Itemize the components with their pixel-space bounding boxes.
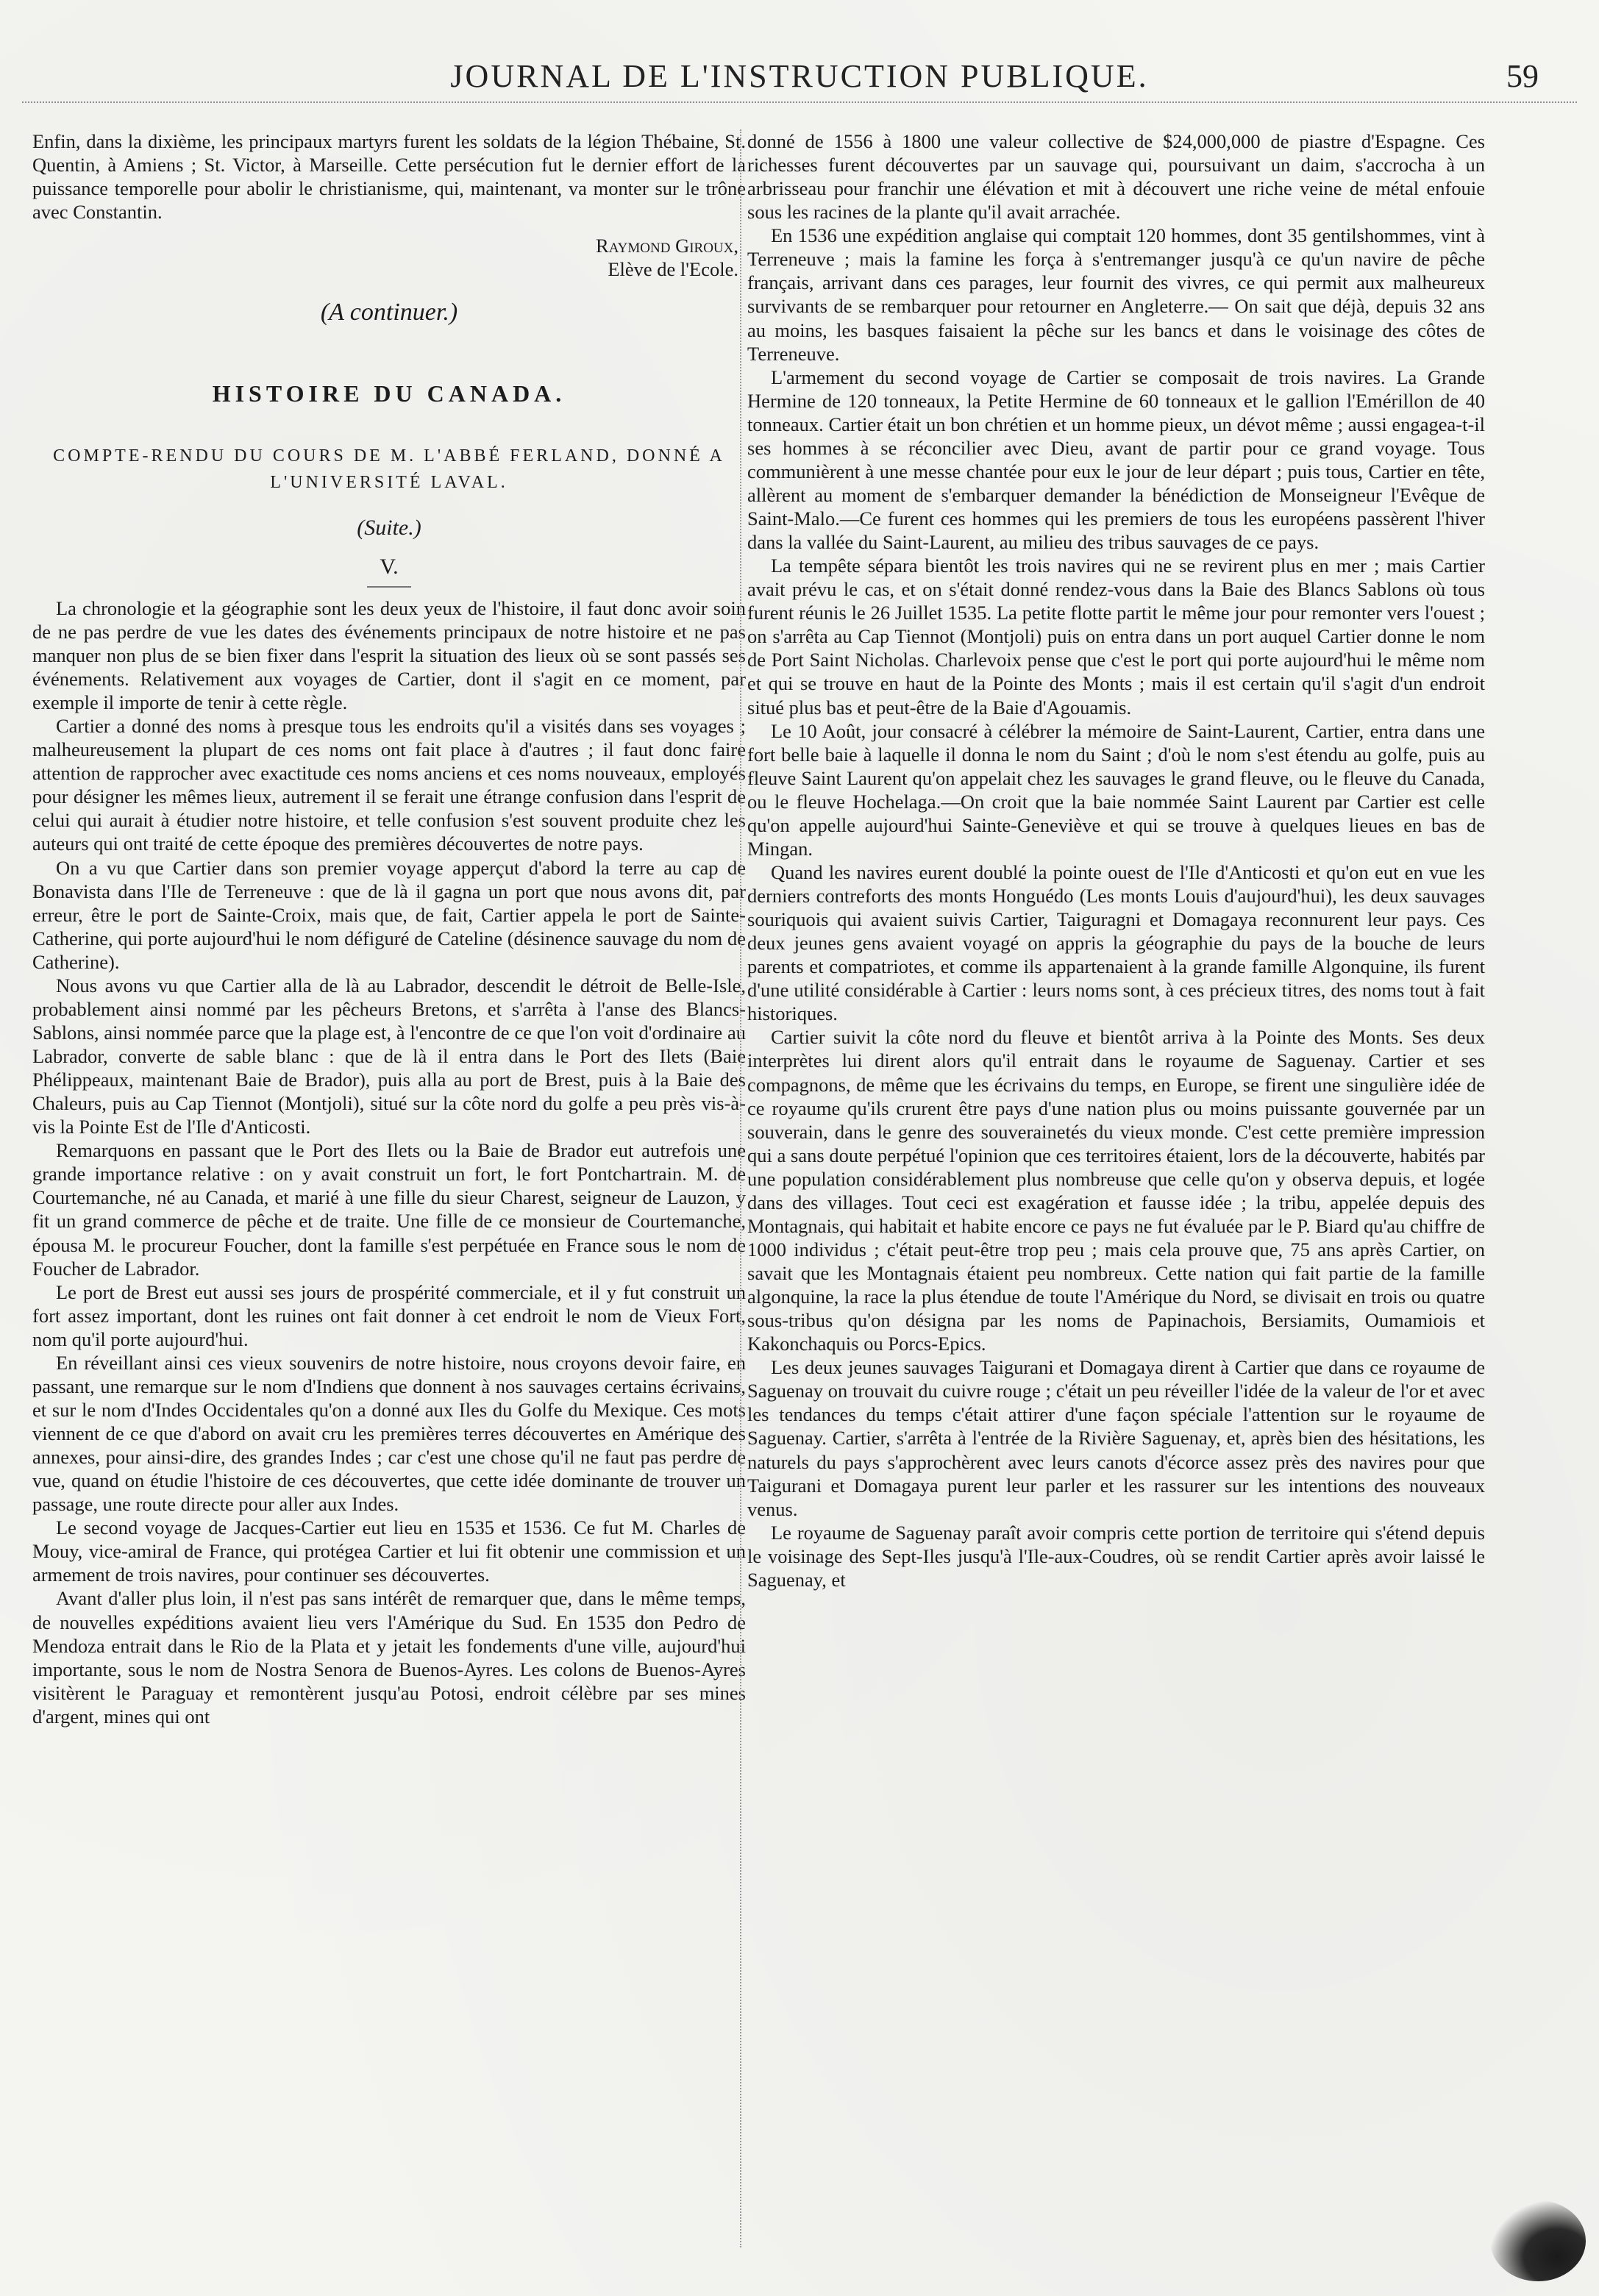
header-rule — [22, 101, 1577, 103]
column-divider — [740, 129, 741, 2247]
paragraph: On a vu que Cartier dans son premier voyage apperçut d'abord la terre au cap de Bonavista dans l'Ile de Terreneuve : que de là il gagna un port que nous avons dit, par erreur, être le port de Sainte-Croix, mais que, de fait, Cartier appela le port de Sainte-Catherine, qui porte aujourd'hui le nom défiguré de Cateline (désinence sauvage du nom de Catherine). — [32, 856, 746, 973]
paragraph: Avant d'aller plus loin, il n'est pas sans intérêt de remarquer que, dans le même temps, de nouvelles expéditions avaient lieu vers l'Amérique du Sud. En 1535 don Pedro de Mendoza entrait dans le Rio de la Plata et y jetait les fondements d'une ville, aujourd'hui importante, sous le nom de Nostra Senora de Buenos-Ayres. Les colons de Buenos-Ayres visitèrent le Paraguay et remontèrent jusqu'au Potosi, endroit célèbre par ses mines d'argent, mines qui ont — [32, 1587, 746, 1728]
author-role: Elève de l'Ecole. — [608, 258, 738, 281]
page-number: 59 — [1506, 58, 1539, 94]
paragraph: Cartier a donné des noms à presque tous les endroits qu'il a visités dans ses voyages ; malheureusement la plupart de ces noms ont fait place à d'autres ; il faut donc faire attention de rapprocher avec exactitude ces noms anciens et ces noms nouveaux, employés pour désigner les mêmes lieux, autrement il se ferait une étrange confusion dans l'esprit de celui qui aurait à étudier notre histoire, et telle confusion s'est souvent produite chez les auteurs qui ont traité de cette époque des premières découvertes de notre pays. — [32, 715, 746, 855]
left-column — [32, 129, 746, 2247]
page-corner-stain — [1490, 2200, 1586, 2281]
paragraph: Cartier suivit la côte nord du fleuve et bientôt arriva à la Pointe des Monts. Ses deux interprètes lui dirent alors qu'il entrait dans le royaume de Saguenay. Cartier et ses compagnons, de même que les écrivains du temps, en Europe, se firent une singulière idée de ce royaume qu'ils crurent être pays d'une nation plus ou moins puissante gouvernée par un souverain, dans le genre des souverainetés du vieux monde. C'est cette première impression qui a sans doute perpétué l'opinion que ces territoires étaient, lors de la découverte, habités par une population considérablement plus nombreuse que celle qu'on y observa depuis, et logée dans des villages. Tout ceci est exagération et fausse idée ; la tribu, appelée depuis des Montagnais, qui habitait et habite encore ce pays ne fut évaluée par le P. Biard qu'au chiffre de 1000 individus ; c'était peut-être trop peu ; mais cela prouve que, 75 ans après Cartier, on savait que les Montagnais étaient peu nombreux. Cette nation qui fait partie de la famille algonquine, la race la plus étendue de toute l'Amérique du Nord, se divisait en trois ou quatre sous-tribus qu'on désigna par les noms de Papinachois, Bersiamits, Oumamiois et Kakonchaquis ou Porcs-Epics. — [747, 1026, 1485, 1355]
suite-label: (Suite.) — [357, 516, 421, 541]
section-subtitle: COMPTE-RENDU DU COURS DE M. L'ABBÉ FERLAND, DONNÉ A L'UNIVERSITÉ LAVAL. — [53, 446, 725, 493]
section-title: HISTOIRE DU CANADA. — [212, 379, 566, 407]
paragraph: L'armement du second voyage de Cartier se composait de trois navires. La Grande Hermine de 120 tonneaux, la Petite Hermine de 60 tonneaux et le gallion l'Emérillon de 40 tonneaux. Cartier était un bon chrétien et un homme pieux, un dévot même ; aussi engagea-t-il ses hommes à se réconcilier avec Dieu, avant de partir pour ce grand voyage. Tous communièrent à une messe chantée pour eux le jour de leur départ ; puis tous, Cartier en tête, allèrent au moment de s'embarquer demander la bénédiction de Monseigneur l'Evêque de Saint-Malo.—Ce furent ces hommes qui les premiers de tous les européens passèrent l'hiver dans la vallée du Saint-Laurent, au milieu des tribus sauvages de ce pays. — [747, 366, 1485, 554]
paragraph: Nous avons vu que Cartier alla de là au Labrador, descendit le détroit de Belle-Isle, probablement ainsi nommé par les pêcheurs Bretons, et s'arrêta à l'anse des Blancs-Sablons, ainsi nommée parce que la plage est, à l'encontre de ce que l'on voit d'ordinaire au Labrador, converte de sable blanc : que de là il entra dans le Port des Ilets (Baie Phélippeaux, maintenant Baie de Brador), puis alla au port de Brest, puis à la Baie des Chaleurs, puis au Cap Tiennot (Montjoli), situé sur la côte nord du golfe a peu près vis-à-vis la Pointe Est de l'Ile d'Anticosti. — [32, 974, 746, 1138]
chapter-number: V. — [380, 554, 399, 579]
paragraph: La chronologie et la géographie sont les deux yeux de l'histoire, il faut donc avoir soin de ne pas perdre de vue les dates des événements principaux de notre histoire et ne pas manquer non plus de se bien fixer dans l'esprit la situation des lieux où se sont passés ses événements. Relativement aux voyages de Cartier, dont il s'agit en ce moment, par exemple il importe de tenir à cette règle. — [32, 596, 746, 714]
paragraph: En 1536 une expédition anglaise qui comptait 120 hommes, dont 35 gentilshommes, vint à Terreneuve ; mais la famine les força à s'entremanger jusqu'à ce qu'un navire de pêche français, arrivant dans ces parages, leur fournit des vivres, ce qui permit aux malheureux survivants de se rembarquer pour retourner en Angleterre.— On sait que déjà, depuis 32 ans au moins, les basques faisaient la pêche sur les bancs et dans le voisinage des côtes de Terreneuve. — [747, 224, 1485, 365]
chapter-rule — [367, 586, 411, 588]
page-header — [51, 57, 1548, 101]
paragraph: La tempête sépara bientôt les trois navires qui ne se revirent plus en mer ; mais Cartier avait prévu le cas, et on s'était donné rendez-vous dans la Baie des Blancs Sablons où tous furent réunis le 26 Juillet 1535. La petite flotte partit le même jour pour remonter vers l'ouest ; on s'arrêta au Cap Tiennot (Montjoli) puis on entra dans un port auquel Cartier donne le nom de Port Saint Nicholas. Charlevoix pense que c'est le port qui porte aujourd'hui le même nom et qui se trouve en haut de la Pointe des Monts ; mais il est certain qu'il s'agit d'un endroit situé plus bas et peut-être de la Baie d'Agouamis. — [747, 555, 1485, 719]
paragraph: Le second voyage de Jacques-Cartier eut lieu en 1535 et 1536. Ce fut M. Charles de Mouy, vice-amiral de France, qui protégea Cartier et lui fit obtenir une commission et un armement de trois navires, pour continuer ses découvertes. — [32, 1516, 746, 1586]
paragraph: Le royaume de Saguenay paraît avoir compris cette portion de territoire qui s'étend depuis le voisinage des Sept-Iles jusqu'à l'Ile-aux-Coudres, où se rendit Cartier après avoir laissé le Saguenay, et — [747, 1521, 1485, 1591]
paragraph: En réveillant ainsi ces vieux souvenirs de notre histoire, nous croyons devoir faire, en passant, une remarque sur le nom d'Indiens que donnent à nos sauvages certains écrivains, et sur le nom d'Indes Occidentales qu'on a donné aux Iles du Golfe du Mexique. Ces mots viennent de ce que d'abord on avait cru les premières terres découvertes en Amérique des annexes, pour ainsi-dire, des grandes Indes ; car c'est une chose qu'il ne faut pas perdre de vue, quand on étudie l'histoire de ces découvertes, que cette idée dominante de trouver un passage, une route directe pour aller aux Indes. — [32, 1351, 746, 1516]
continued-note: (A continuer.) — [320, 299, 458, 327]
paragraph: Enfin, dans la dixième, les principaux martyrs furent les soldats de la légion Thébaine, St. Quentin, à Amiens ; St. Victor, à Marseille. Cette persécution fut le dernier effort de la puissance temporelle pour abolir le christianisme, qui, maintenant, va monter sur le trône avec Constantin. — [32, 130, 746, 224]
running-title: JOURNAL DE L'INSTRUCTION PUBLIQUE. — [450, 58, 1149, 94]
paragraph: Le 10 Août, jour consacré à célébrer la mémoire de Saint-Laurent, Cartier, entra dans une fort belle baie à laquelle il donna le nom du Saint ; d'où le nom s'est étendu au golfe, puis au fleuve Saint Laurent qu'on appelait chez les sauvages le grand fleuve, ou le fleuve du Canada, ou le fleuve Hochelaga.—On croit que la baie nommée Saint Laurent par Cartier est celle qu'on appelle aujourd'hui Sainte-Geneviève et qui se trouve à quelques lieues en bas de Mingan. — [747, 719, 1485, 860]
paragraph: Les deux jeunes sauvages Taigurani et Domagaya dirent à Cartier que dans ce royaume de Saguenay on trouvait du cuivre rouge ; c'était un peu réveiller l'idée de la valeur de l'or et avec les tendances du temps c'était attirer d'une façon spéciale l'attention sur le royaume de Saguenay. Cartier, s'arrêta à l'entrée de la Rivière Saguenay, et, après bien des hésitations, les naturels du pays s'approchèrent avec leurs canots d'écorce assez près des navires pour que Taigurani et Domagaya purent leur parler et les rassurer sur les intentions des nouveaux venus. — [747, 1356, 1485, 1520]
paragraph: Le port de Brest eut aussi ses jours de prospérité commerciale, et il y fut construit un fort assez important, dont les ruines ont fait donner à cet endroit le nom de Vieux Fort, nom qu'il porte aujourd'hui. — [32, 1280, 746, 1350]
right-column — [747, 129, 1485, 2247]
paragraph: Quand les navires eurent doublé la pointe ouest de l'Ile d'Anticosti et qu'on eut en vue les derniers contreforts des monts Honguédo (Les monts Louis d'aujourd'hui), les deux sauvages souriquois qui avaient suivis Cartier, Taiguragni et Domagaya reconnurent leur pays. Ces deux jeunes gens avaient voyagé on appris la géographie du pays de la bouche de leurs parents et compatriotes, et comme ils appartenaient à la grande famille Algonquine, ils furent d'une utilité considérable à Cartier : leurs noms sont, à ces précieux titres, des noms tout à fait historiques. — [747, 860, 1485, 1025]
author-signature: Raymond Giroux, — [596, 235, 738, 257]
paragraph: Remarquons en passant que le Port des Ilets ou la Baie de Brador eut autrefois une grande importance relative : on y avait construit un fort, le fort Pontchartrain. M. de Courtemanche, né au Canada, et marié à une fille du sieur Charest, seigneur de Lauzon, y fit un grand commerce de pêche et de traite. Une fille de ce monsieur de Courtemanche, épousa M. le procureur Foucher, dont la famille s'est perpétuée en France sous le nom de Foucher de Labrador. — [32, 1139, 746, 1280]
paragraph: donné de 1556 à 1800 une valeur collective de $24,000,000 de piastre d'Espagne. Ces richesses furent découvertes par un sauvage qui, poursuivant un daim, s'accrocha à un arbrisseau pour franchir une élévation et mit à découvert une riche veine de métal enfouie sous les racines de la plante qu'il avait arrachée. — [747, 130, 1485, 224]
